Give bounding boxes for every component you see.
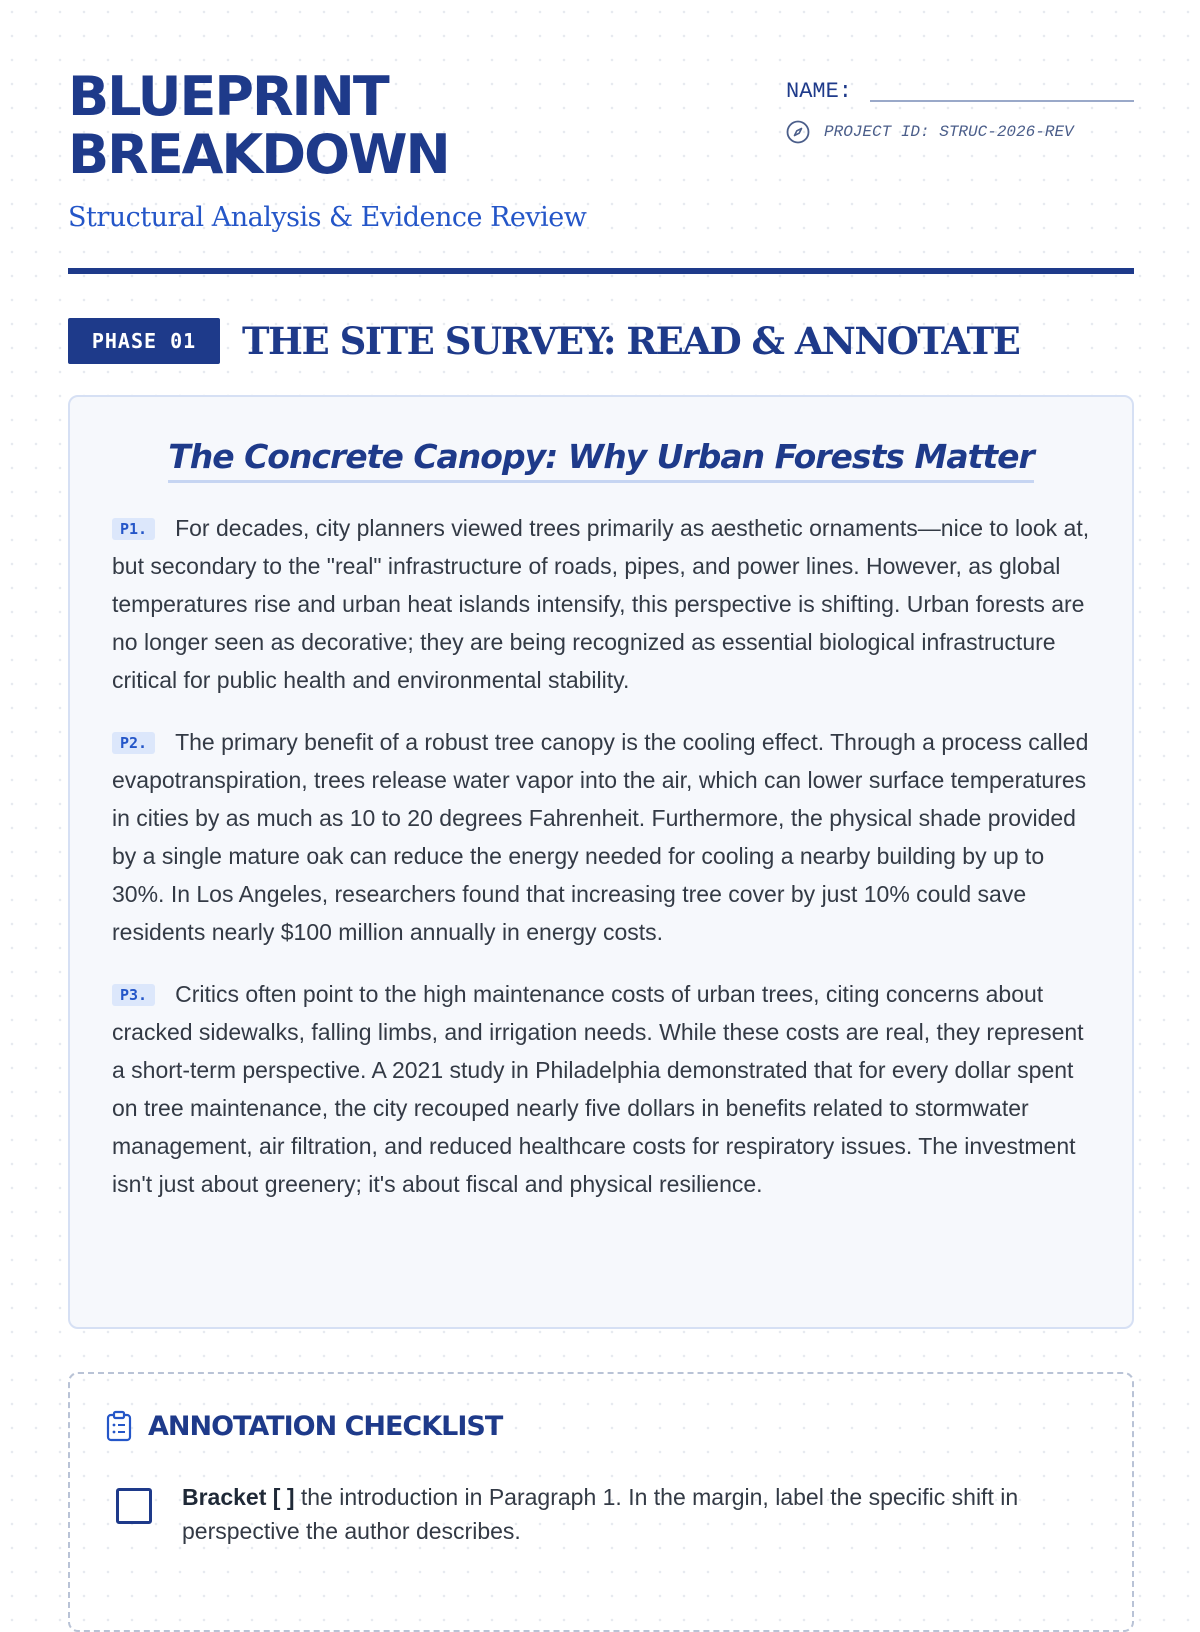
header-divider — [68, 268, 1134, 274]
clipboard-icon — [106, 1410, 132, 1442]
checklist-item-action: Bracket [ ] — [182, 1484, 295, 1510]
paragraph-text: Critics often point to the high maintenance costs of urban trees, citing concerns about cracked sidewalks, falling limbs, and irrigation needs. While these costs are real, they represent a short-term perspective. A 2021 study in Philadelphia demonstrated that for every dollar spent on tree maintenance, the city recouped nearly five dollars in benefits related to stormwater management, air filtration, and reduced healthcare costs for respiratory issues. The investment isn't just about greenery; it's about fiscal and physical resilience. — [112, 981, 1084, 1197]
worksheet-subtitle: Structural Analysis & Evidence Review — [68, 202, 587, 233]
annotation-checklist — [68, 1372, 1134, 1632]
student-info — [786, 68, 1134, 144]
name-label: NAME: — [786, 79, 853, 104]
checklist-title: ANNOTATION CHECKLIST — [148, 1410, 503, 1442]
paragraph-text: The primary benefit of a robust tree canopy is the cooling effect. Through a process called evapotranspiration, trees release water vapor into the air, which can lower surface temperatures in cities by as much as 10 to 20 degrees Fahrenheit. Furthermore, the physical shade provided by a single mature oak can reduce the energy needed for cooling a nearby building by up to 30%. In Los Angeles, researchers found that increasing tree cover by just 10% could save residents nearly $100 million annually in energy costs. — [112, 729, 1089, 945]
reading-passage — [68, 395, 1134, 1329]
name-row — [786, 68, 1134, 104]
checklist-checkbox[interactable] — [116, 1488, 152, 1524]
checklist-item-text — [182, 1480, 1092, 1548]
phase-title: THE SITE SURVEY: READ & ANNOTATE — [242, 319, 1020, 363]
paragraph-text: For decades, city planners viewed trees primarily as aesthetic ornaments—nice to look at, but secondary to the "real" infrastructure of roads, pipes, and power lines. However, as global temperatures rise and urban heat islands intensify, this perspective is shifting. Urban forests are no longer seen as decorative; they are being recognized as essential biological infrastructure critical for public health and environmental stability. — [112, 515, 1090, 693]
name-field[interactable] — [870, 72, 1134, 102]
paragraph-tag: P1. — [112, 518, 155, 540]
paragraph-tag: P2. — [112, 732, 155, 754]
paragraph-tag: P3. — [112, 984, 155, 1006]
title-line-1: BLUEPRINT — [68, 65, 388, 128]
paragraph-1 — [112, 509, 1090, 699]
checklist-item — [106, 1480, 1092, 1548]
paragraph-2 — [112, 723, 1090, 951]
compass-icon — [786, 120, 810, 144]
paragraph-3 — [112, 975, 1090, 1203]
checklist-header — [106, 1410, 1092, 1442]
project-id-row — [786, 120, 1134, 144]
article-title: The Concrete Canopy: Why Urban Forests Matter — [168, 437, 1034, 483]
phase-badge: PHASE 01 — [68, 318, 220, 364]
checklist-item-instruction: the introduction in Paragraph 1. In the margin, label the specific shift in perspective the author describes. — [182, 1484, 1019, 1544]
project-id: PROJECT ID: STRUC-2026-REV — [824, 123, 1074, 141]
phase-heading — [68, 318, 1019, 364]
article-title-wrap — [112, 437, 1090, 483]
title-line-2: BREAKDOWN — [68, 123, 449, 186]
worksheet-header — [68, 65, 1134, 274]
